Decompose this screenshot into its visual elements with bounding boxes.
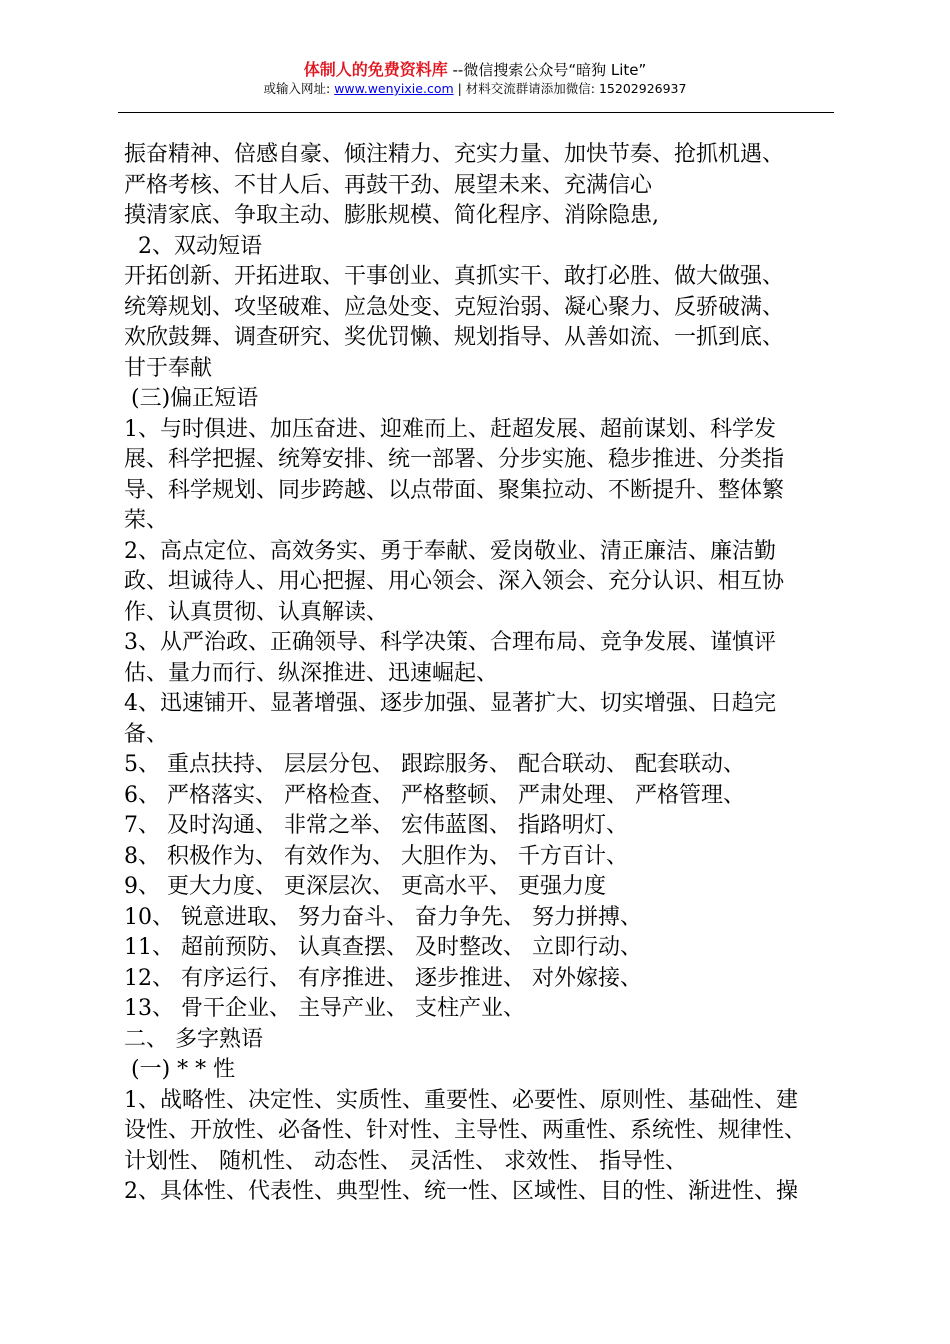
header-tagline: --微信搜索公众号“暗狗 Lite” (447, 61, 647, 79)
header-title-line (0, 60, 950, 80)
text-line: 5、 重点扶持、 层层分包、 跟踪服务、 配合联动、 配套联动、 (124, 752, 745, 777)
website-link[interactable]: www.wenyixie.com (334, 81, 454, 96)
text-line: 甘于奉献 (124, 355, 213, 381)
header-divider (118, 112, 834, 113)
text-line: 6、 严格落实、 严格检查、 严格整顿、 严肃处理、 严格管理、 (124, 782, 745, 808)
text-line: 开拓创新、开拓进取、干事创业、真抓实干、敢打必胜、做大做强、 (124, 264, 785, 289)
text-line: 13、 骨干企业、 主导产业、 支柱产业、 (124, 996, 525, 1021)
text-line: 7、 及时沟通、 非常之举、 宏伟蓝图、 指路明灯、 (124, 813, 628, 838)
section-heading: 2、双动短语 (124, 233, 262, 259)
section-heading: 二、 多字熟语 (124, 1026, 263, 1052)
text-line: 估、量力而行、纵深推进、迅速崛起、 (124, 660, 499, 686)
text-line: 计划性、 随机性、 动态性、 灵活性、 求效性、 指导性、 (124, 1148, 687, 1174)
text-line: 8、 积极作为、 有效作为、 大胆作为、 千方百计、 (124, 843, 628, 869)
text-line: 11、 超前预防、 认真查摆、 及时整改、 立即行动、 (124, 935, 642, 960)
section-heading: (三)偏正短语 (124, 386, 259, 411)
header-url-prefix: 或输入网址: (263, 81, 335, 96)
header-contact-suffix: | 材料交流群请添加微信: 15202926937 (453, 81, 687, 96)
text-line: 设性、开放性、必备性、针对性、主导性、两重性、系统性、规律性、 (124, 1118, 807, 1143)
text-line: 摸清家底、争取主动、膨胀规模、简化程序、消除隐患, (124, 203, 659, 228)
text-line: 9、 更大力度、 更深层次、 更高水平、 更强力度 (124, 874, 606, 899)
text-line: 备、 (124, 721, 169, 747)
page-header (0, 60, 950, 98)
text-line: 1、战略性、决定性、实质性、重要性、必要性、原则性、基础性、建 (124, 1087, 798, 1113)
text-line: 导、科学规划、同步跨越、以点带面、聚集拉动、不断提升、整体繁 (124, 477, 785, 503)
text-line: 3、从严治政、正确领导、科学决策、合理布局、竞争发展、谨慎评 (124, 630, 776, 655)
text-line: 4、迅速铺开、显著增强、逐步加强、显著扩大、切实增强、日趋完 (124, 691, 776, 716)
text-line: 1、与时俱进、加压奋进、迎难而上、赶超发展、超前谋划、科学发 (124, 416, 776, 442)
header-contact-line (0, 80, 950, 98)
text-line: 振奋精神、倍感自豪、倾注精力、充实力量、加快节奏、抢抓机遇、 (124, 142, 785, 167)
brand-title: 体制人的免费资料库 (303, 60, 448, 79)
text-line: 2、具体性、代表性、典型性、统一性、区域性、目的性、渐进性、操 (124, 1179, 798, 1204)
text-line: 作、认真贯彻、认真解读、 (124, 599, 389, 625)
document-body (124, 140, 844, 1208)
text-line: 荣、 (124, 508, 169, 533)
text-line: 严格考核、不甘人后、再鼓干劲、展望未来、充满信心 (124, 172, 653, 198)
text-line: 政、坦诚待人、用心把握、用心领会、深入领会、充分认识、相互协 (124, 569, 785, 594)
text-line: 12、 有序运行、 有序推进、 逐步推进、 对外嫁接、 (124, 965, 642, 991)
text-line: 10、 锐意进取、 努力奋斗、 奋力争先、 努力拼搏、 (124, 904, 642, 930)
text-line: 欢欣鼓舞、调查研究、奖优罚懒、规划指导、从善如流、一抓到底、 (124, 325, 785, 350)
text-line: 展、科学把握、统筹安排、统一部署、分步实施、稳步推进、分类指 (124, 447, 785, 472)
text-line: 统筹规划、攻坚破难、应急处变、克短治弱、凝心聚力、反骄破满、 (124, 294, 785, 320)
text-line: 2、高点定位、高效务实、勇于奉献、爱岗敬业、清正廉洁、廉洁勤 (124, 538, 776, 564)
section-heading: (一) * * 性 (124, 1057, 236, 1082)
